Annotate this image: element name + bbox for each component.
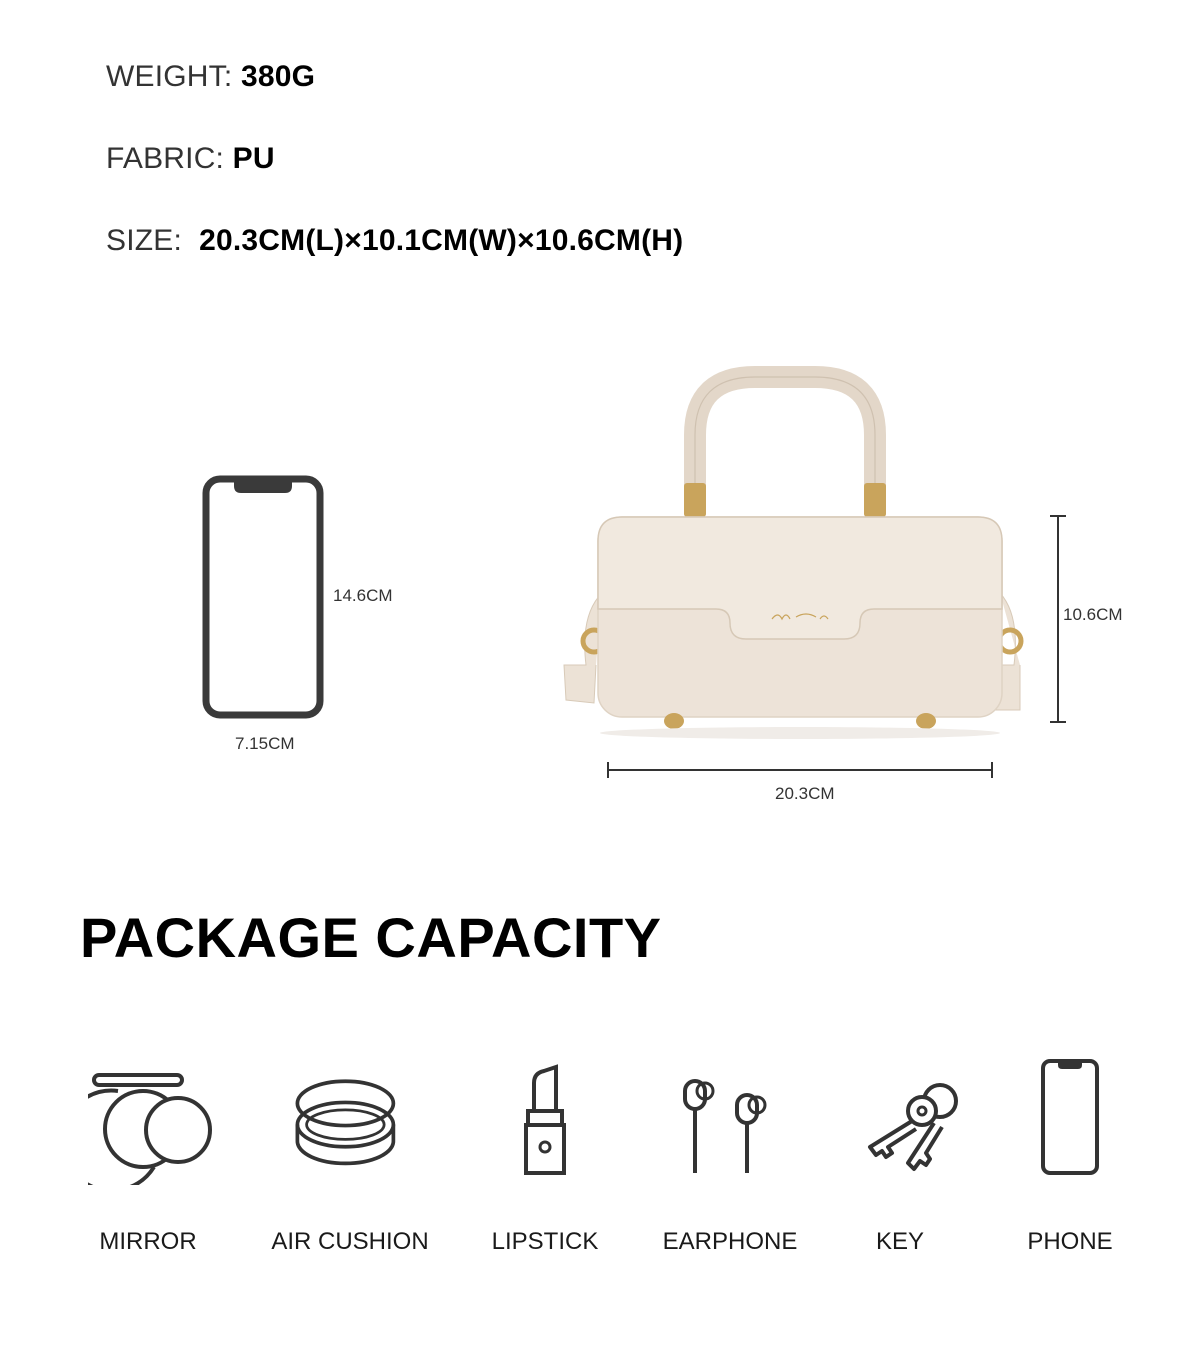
capacity-item-lipstick: [455, 1055, 635, 1265]
phone-width-label: 7.15CM: [235, 734, 295, 753]
spec-weight: [106, 60, 315, 94]
capacity-item-earphone: [640, 1055, 820, 1265]
air-cushion-icon: [290, 1055, 410, 1185]
lipstick-icon: [480, 1055, 610, 1185]
bag-height-label: 10.6CM: [1063, 605, 1123, 624]
spec-label: SIZE:: [106, 224, 183, 257]
capacity-item-phone: [980, 1055, 1160, 1265]
bag-length-label: 20.3CM: [775, 784, 835, 803]
capacity-item-label: KEY: [875, 1228, 925, 1255]
spec-value: 380G: [240, 60, 316, 93]
spec-label: WEIGHT:: [106, 60, 233, 93]
phone-height-label: 14.6CM: [333, 586, 393, 605]
earphone-icon: [665, 1055, 795, 1185]
capacity-item-air-cushion: [260, 1055, 440, 1265]
spec-value: PU: [232, 142, 275, 175]
capacity-item-label: PHONE: [1027, 1228, 1113, 1255]
capacity-item-label: EARPHONE: [662, 1228, 798, 1255]
key-icon: [850, 1055, 980, 1185]
capacity-item-label: LIPSTICK: [491, 1228, 599, 1255]
bag-length-dimension-line: [604, 760, 996, 780]
capacity-item-label: AIR CUSHION: [271, 1228, 429, 1255]
capacity-item-label: MIRROR: [99, 1228, 197, 1255]
handbag-image: [550, 365, 1030, 750]
mirror-icon: [88, 1055, 218, 1185]
capacity-item-mirror: [58, 1055, 238, 1265]
spec-value: 20.3CM(L)×10.1CM(W)×10.6CM(H): [199, 224, 684, 257]
package-capacity-heading: PACKAGE CAPACITY: [80, 906, 662, 969]
spec-label: FABRIC:: [106, 142, 225, 175]
phone-icon: [1005, 1055, 1135, 1185]
phone-size-illustration: [200, 474, 330, 724]
spec-fabric: [106, 142, 275, 176]
capacity-item-key: [810, 1055, 990, 1265]
spec-size: [106, 224, 683, 258]
